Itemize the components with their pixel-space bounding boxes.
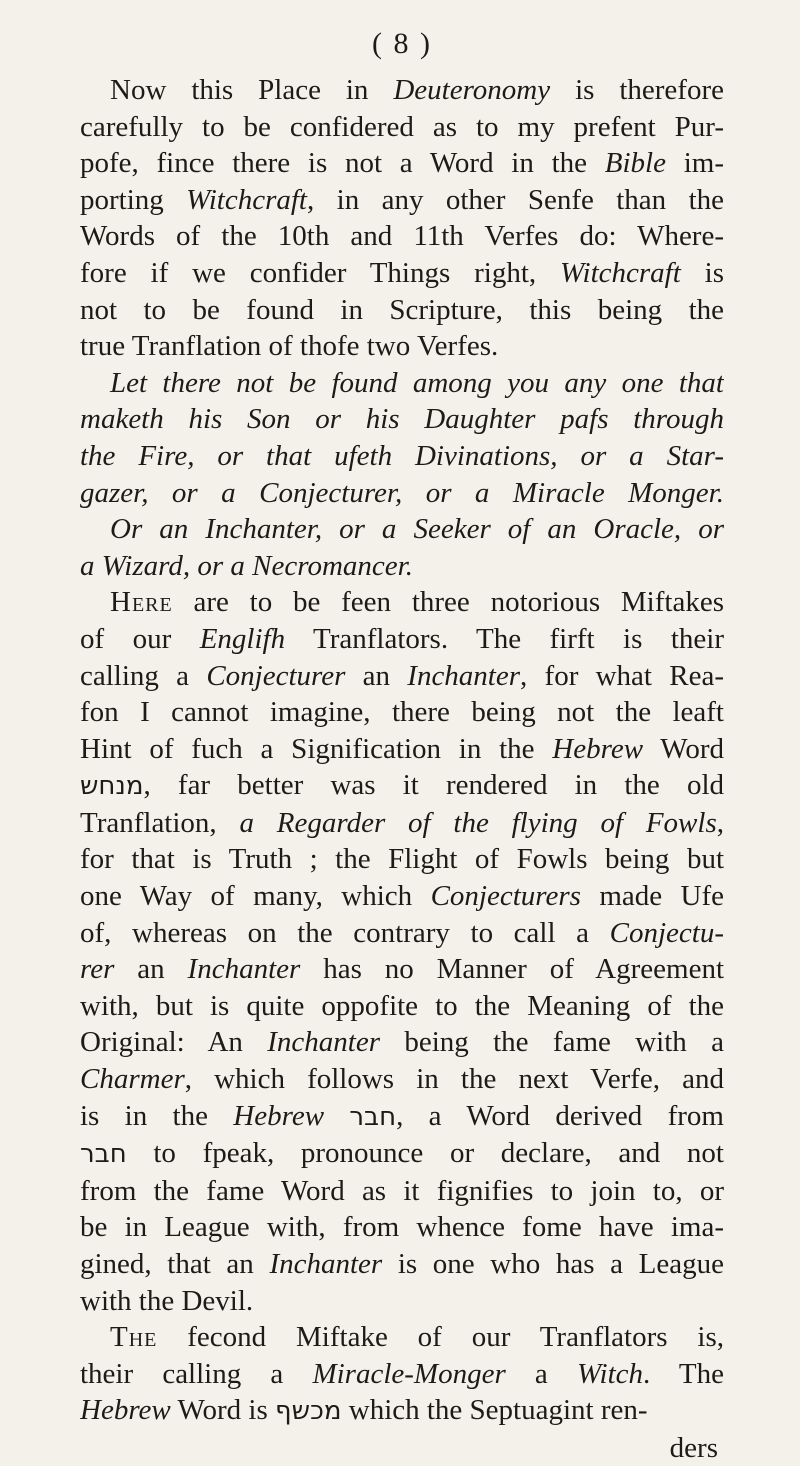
text-segment: . The [643, 1357, 724, 1390]
text-segment: fecond Miftake of our Tranflators is, [157, 1321, 724, 1354]
text-segment: made Ufe [580, 880, 724, 913]
text-segment: of our [80, 622, 200, 655]
text-segment: Inchanter [269, 1248, 383, 1280]
text-line [80, 218, 724, 255]
text-segment: , a Word derived from [396, 1099, 724, 1132]
text-line [80, 255, 724, 292]
text-segment: Deuteronomy [393, 74, 551, 106]
text-segment: Hebrew [552, 732, 644, 765]
text-segment: Conjectu- [609, 916, 724, 949]
page-number: ( 8 ) [372, 27, 432, 60]
text-line [80, 1356, 724, 1393]
text-segment [324, 1100, 349, 1132]
text-line [80, 1246, 724, 1283]
text-line [80, 1024, 724, 1061]
text-segment: from the fame Word as it fignifies to join to, or [80, 1174, 724, 1207]
text-line [80, 328, 724, 365]
text-segment: a Wizard, or a Necromancer. [80, 549, 413, 582]
text-segment: with, but is quite oppofite to the Meaning of the [80, 989, 724, 1022]
text-segment: one Way of many, which [80, 880, 431, 913]
text-segment: , [716, 806, 724, 839]
text-segment: rer [80, 953, 115, 986]
text-segment: Tranflators. The firft is their [285, 622, 724, 655]
text-line [80, 182, 724, 219]
text-segment: is therefore [550, 74, 724, 106]
text-segment: is [680, 256, 724, 289]
text-segment: porting [80, 183, 187, 216]
text-segment: true Tranflation of thofe two Verfes. [80, 330, 499, 363]
text-segment: is in the [80, 1099, 234, 1132]
text-line [80, 1209, 724, 1246]
text-segment: Witchcraft [186, 183, 307, 216]
text-line [80, 438, 724, 475]
hebrew-word: מכשף [275, 1396, 342, 1427]
text-segment: the Fire, or that ufeth Divinations, or a Star- [80, 439, 724, 472]
text-line [80, 1173, 724, 1210]
text-segment: an [345, 659, 408, 692]
text-line [80, 915, 724, 952]
text-segment: fore if we confider Things right, [80, 256, 560, 289]
text-segment: of, whereas on the contrary to call a [80, 916, 610, 949]
text-segment: a [505, 1357, 577, 1390]
text-segment: The [110, 1321, 158, 1354]
hebrew-word: מנחש [80, 771, 144, 802]
text-segment: to fpeak, pronounce or declare, and not [126, 1137, 724, 1170]
text-line [80, 1061, 724, 1098]
text-segment: Miracle-Monger [312, 1357, 506, 1390]
text-line [80, 694, 724, 731]
text-line [80, 475, 724, 512]
text-segment: , which follows in the next Verfe, and [184, 1063, 724, 1096]
text-segment: Let there not be found among you any one that [110, 366, 724, 399]
text-segment: Witchcraft [559, 256, 681, 289]
text-segment: Inchanter [187, 953, 301, 986]
text-segment: Hebrew [233, 1099, 325, 1132]
text-segment: Words of the 10th and 11th Verfes do: Where- [80, 220, 724, 253]
text-line [80, 584, 724, 621]
catchword: ders [669, 1431, 718, 1464]
text-line [80, 1283, 724, 1320]
text-line [80, 841, 724, 878]
text-line [80, 988, 724, 1025]
text-segment: Hint of fuch a Signification in the [80, 732, 553, 765]
text-segment: carefully to be confidered as to my prefent Pur- [80, 110, 724, 143]
text-segment: calling a [80, 659, 207, 692]
text-segment: being the fame with a [380, 1026, 724, 1059]
text-segment: for that is Truth ; the Flight of Fowls being but [80, 843, 724, 876]
text-segment: Or an Inchanter, or a Seeker of an Oracle, or [110, 513, 724, 546]
text-line [80, 365, 724, 402]
text-line [80, 145, 724, 182]
text-segment: Witch [576, 1357, 644, 1390]
text-line [80, 511, 724, 548]
text-line [80, 109, 724, 146]
body-text [80, 72, 724, 1430]
hebrew-word: חבר [349, 1101, 397, 1132]
text-line [80, 767, 724, 805]
text-segment: has no Manner of Agreement [300, 953, 724, 986]
text-segment: im- [665, 147, 724, 180]
text-segment: pofe, fince there is not a Word in the [80, 147, 605, 180]
text-segment: Englifh [199, 622, 286, 655]
text-segment: Inchanter [407, 659, 521, 692]
text-line [80, 731, 724, 768]
text-segment: Conjecturers [430, 880, 581, 913]
text-line [80, 1319, 724, 1356]
text-segment: , in any other Senfe than the [307, 183, 724, 216]
text-segment: a Regarder of the flying of Fowls [239, 806, 717, 839]
text-line [80, 401, 724, 438]
text-segment: which the Septuagint ren- [341, 1394, 648, 1427]
text-line [80, 72, 724, 109]
text-line [80, 1392, 724, 1430]
text-segment: with the Devil. [80, 1284, 254, 1317]
text-line [80, 1135, 724, 1173]
text-segment: gazer, or a Conjecturer, or a Miracle Monger. [80, 476, 724, 509]
text-segment: Original: An [80, 1026, 268, 1059]
text-segment: are to be feen three notorious Miftakes [172, 586, 724, 619]
text-segment: Inchanter [267, 1026, 380, 1059]
text-line [80, 548, 724, 585]
text-segment: Conjecturer [206, 659, 346, 692]
text-segment: Word [643, 732, 724, 765]
text-segment: maketh his Son or his Daughter pafs through [80, 403, 724, 436]
text-segment: Now this Place in [110, 74, 394, 106]
text-line [80, 951, 724, 988]
text-segment: fon I cannot imagine, there being not the leaft [80, 696, 724, 729]
text-line [80, 1098, 724, 1136]
text-line [80, 621, 724, 658]
text-segment: , far better was it rendered in the old [143, 769, 724, 802]
text-segment: not to be found in Scripture, this being the [80, 293, 724, 326]
text-segment: Bible [604, 147, 666, 180]
text-segment: gined, that an [80, 1248, 270, 1280]
text-segment: Here [110, 586, 173, 619]
text-segment: Charmer [80, 1063, 185, 1096]
text-segment: be in League with, from whence fome have ima- [80, 1211, 724, 1244]
text-segment: Word is [170, 1394, 276, 1427]
text-segment: Tranflation, [80, 806, 240, 839]
text-segment: , for what Rea- [520, 659, 724, 692]
text-segment: is one who has a League [382, 1248, 724, 1280]
hebrew-word: חבר [80, 1139, 127, 1170]
text-segment: Hebrew [80, 1394, 171, 1427]
text-line [80, 658, 724, 695]
text-line [80, 805, 724, 842]
text-segment: an [114, 953, 188, 986]
text-line [80, 878, 724, 915]
text-segment: their calling a [80, 1357, 313, 1390]
text-line [80, 292, 724, 329]
